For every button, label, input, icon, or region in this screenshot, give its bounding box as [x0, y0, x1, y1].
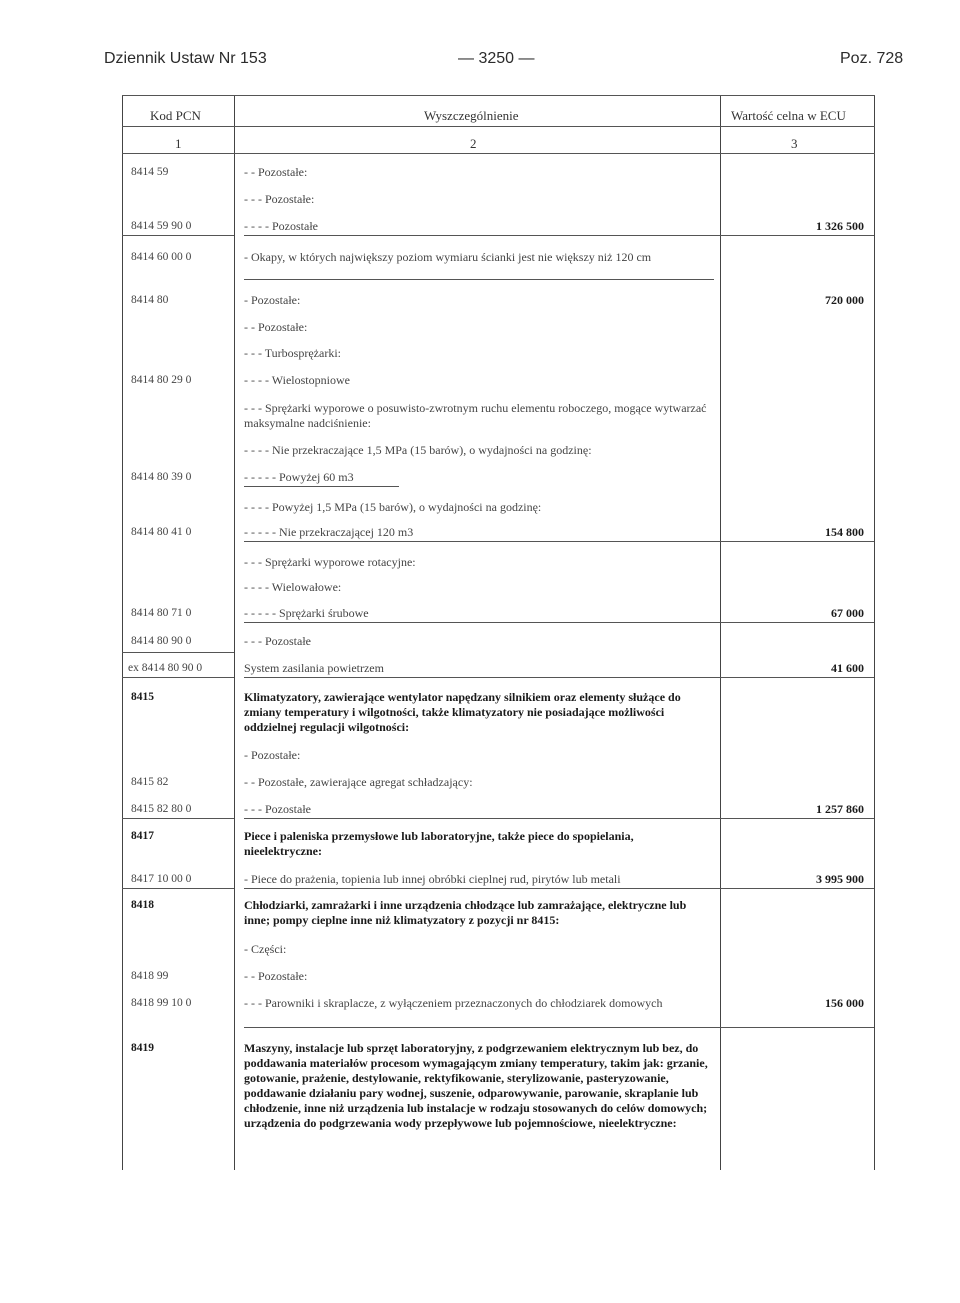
row-description: Piece i paleniska przemysłowe lub laboratoryjne, także piece do spopielania, nieelektryczne:: [244, 829, 634, 858]
table-border-right: [874, 95, 875, 1170]
row-value: 154 800: [825, 525, 864, 539]
column-divider-2: [720, 95, 721, 1170]
row-code: 8415 82: [131, 776, 169, 788]
row-rule: [244, 677, 874, 678]
row-value: 156 000: [825, 996, 864, 1010]
row-description: - Części:: [244, 942, 287, 956]
column-header-description: Wyszczególnienie: [424, 108, 519, 123]
row-code: 8414 80 39 0: [131, 471, 192, 483]
row-code: 8419: [131, 1042, 154, 1054]
row-description: Chłodziarki, zamrażarki i inne urządzenia chłodzące lub zamrażające, elektryczne lub inne; pompy cieplne inne niż klimatyzatory z pozycji nr 8415:: [244, 898, 687, 927]
row-description: - - - Pozostałe: [244, 634, 311, 648]
row-description: - - - - Wielowałowe:: [244, 580, 342, 594]
row-rule: [244, 235, 874, 236]
row-code: 8414 59 90 0: [131, 220, 192, 232]
row-code: 8418 99 10 0: [131, 997, 192, 1009]
row-rule: [122, 888, 234, 889]
row-code: 8418 99: [131, 970, 169, 982]
row-rule: [122, 677, 234, 678]
number-row-rule: [122, 153, 875, 154]
row-code: 8414 80 41 0: [131, 526, 192, 538]
row-rule: [244, 541, 874, 542]
row-value: 1 326 500: [816, 219, 864, 233]
row-description: - - Pozostałe:: [244, 969, 308, 983]
row-code: ex 8414 80 90 0: [128, 662, 203, 674]
row-rule: [122, 652, 234, 653]
row-description: - Okapy, w których największy poziom wymiaru ścianki jest nie większy niż 120 cm: [244, 250, 652, 264]
column-number-3: 3: [791, 136, 798, 151]
row-code: 8414 59: [131, 166, 169, 178]
row-description: - - - - - Powyżej 60 m3: [244, 470, 354, 484]
column-number-2: 2: [470, 136, 477, 151]
row-description: - - Pozostałe:: [244, 320, 308, 334]
row-rule: [244, 1027, 874, 1028]
row-description: - - - Pozostałe: [244, 802, 311, 816]
row-rule: [122, 235, 234, 236]
row-rule: [244, 888, 874, 889]
row-description: - - Pozostałe:: [244, 165, 308, 179]
row-description: - - - Turbosprężarki:: [244, 346, 341, 360]
column-header-value: Wartość celna w ECU: [731, 108, 846, 123]
row-code: 8417 10 00 0: [131, 873, 192, 885]
row-code: 8417: [131, 830, 154, 842]
row-description: - Piece do prażenia, topienia lub innej obróbki cieplnej rud, pirytów lub metali: [244, 872, 621, 886]
row-description: - Pozostałe:: [244, 293, 301, 307]
row-description: - - - - - Sprężarki śrubowe: [244, 606, 369, 620]
row-value: 3 995 900: [816, 872, 864, 886]
column-number-1: 1: [175, 136, 182, 151]
row-code: 8414 80 90 0: [131, 635, 192, 647]
row-rule: [122, 818, 234, 819]
table-top-rule: [122, 95, 875, 96]
row-code: 8418: [131, 899, 154, 911]
row-code: 8415 82 80 0: [131, 803, 192, 815]
column-divider-1: [234, 95, 235, 1170]
row-code: 8414 80 71 0: [131, 607, 192, 619]
row-code: 8414 80: [131, 294, 169, 306]
row-code: 8415: [131, 691, 154, 703]
row-code: 8414 80 29 0: [131, 374, 192, 386]
row-value: 41 600: [831, 661, 864, 675]
row-description: - - - - - Nie przekraczającej 120 m3: [244, 525, 414, 539]
journal-title: Dziennik Ustaw Nr 153: [104, 50, 267, 67]
row-rule: [244, 818, 874, 819]
row-description: - - - Pozostałe:: [244, 192, 315, 206]
row-description: - - - Parowniki i skraplacze, z wyłączeniem przeznaczonych do chłodziarek domowych: [244, 996, 663, 1010]
row-value: 1 257 860: [816, 802, 864, 816]
row-value: 720 000: [825, 293, 864, 307]
page-number: — 3250 —: [458, 50, 535, 67]
row-description: - - - Sprężarki wyporowe o posuwisto-zwrotnym ruchu elementu roboczego, mogące wytwarzać maksymalne nadciśnienie:: [244, 401, 707, 430]
row-description: - - - - Powyżej 1,5 MPa (15 barów), o wydajności na godzinę:: [244, 500, 542, 514]
row-description: - - - - Pozostałe: [244, 219, 318, 233]
row-description: Klimatyzatory, zawierające wentylator napędzany silnikiem oraz elementy służące do zmiany temperatury i wilgotności, także klimatyzatory nie posiadające możliwości oddzielnej regulacji wilgotności:: [244, 690, 681, 734]
row-description: Maszyny, instalacje lub sprzęt laboratoryjny, z podgrzewaniem elektrycznym lub bez, do poddawania materiałów procesom wymagającym zmiany temperatury, takim jak: grzanie, gotowanie, prażenie, destylowanie, rektyfikowanie, sterylizowanie, pasteryzowanie, poddawanie działaniu pary wodnej, suszenie, odparowywanie, parowanie, skraplanie lub chłodzenie, inne niż urządzenia lub instalacje w rodzaju stosowanych do celów domowych; urządzenia do podgrzewania wody przepływowe lub pojemnościowe, nieelektryczne:: [244, 1041, 708, 1130]
row-description: - Pozostałe:: [244, 748, 301, 762]
row-description: - - - - Wielostopniowe: [244, 373, 350, 387]
column-header-code: Kod PCN: [150, 108, 201, 123]
row-rule: [244, 279, 714, 280]
row-description: System zasilania powietrzem: [244, 661, 384, 675]
row-description: - - Pozostałe, zawierające agregat schładzający:: [244, 775, 473, 789]
row-rule: [244, 622, 874, 623]
row-description: - - - - Nie przekraczające 1,5 MPa (15 barów), o wydajności na godzinę:: [244, 443, 592, 457]
row-value: 67 000: [831, 606, 864, 620]
table-border-left: [122, 95, 123, 1170]
row-description: - - - Sprężarki wyporowe rotacyjne:: [244, 555, 416, 569]
row-rule: [244, 486, 399, 487]
header-rule: [122, 126, 875, 127]
position-number: Poz. 728: [840, 50, 904, 67]
row-code: 8414 60 00 0: [131, 251, 192, 263]
